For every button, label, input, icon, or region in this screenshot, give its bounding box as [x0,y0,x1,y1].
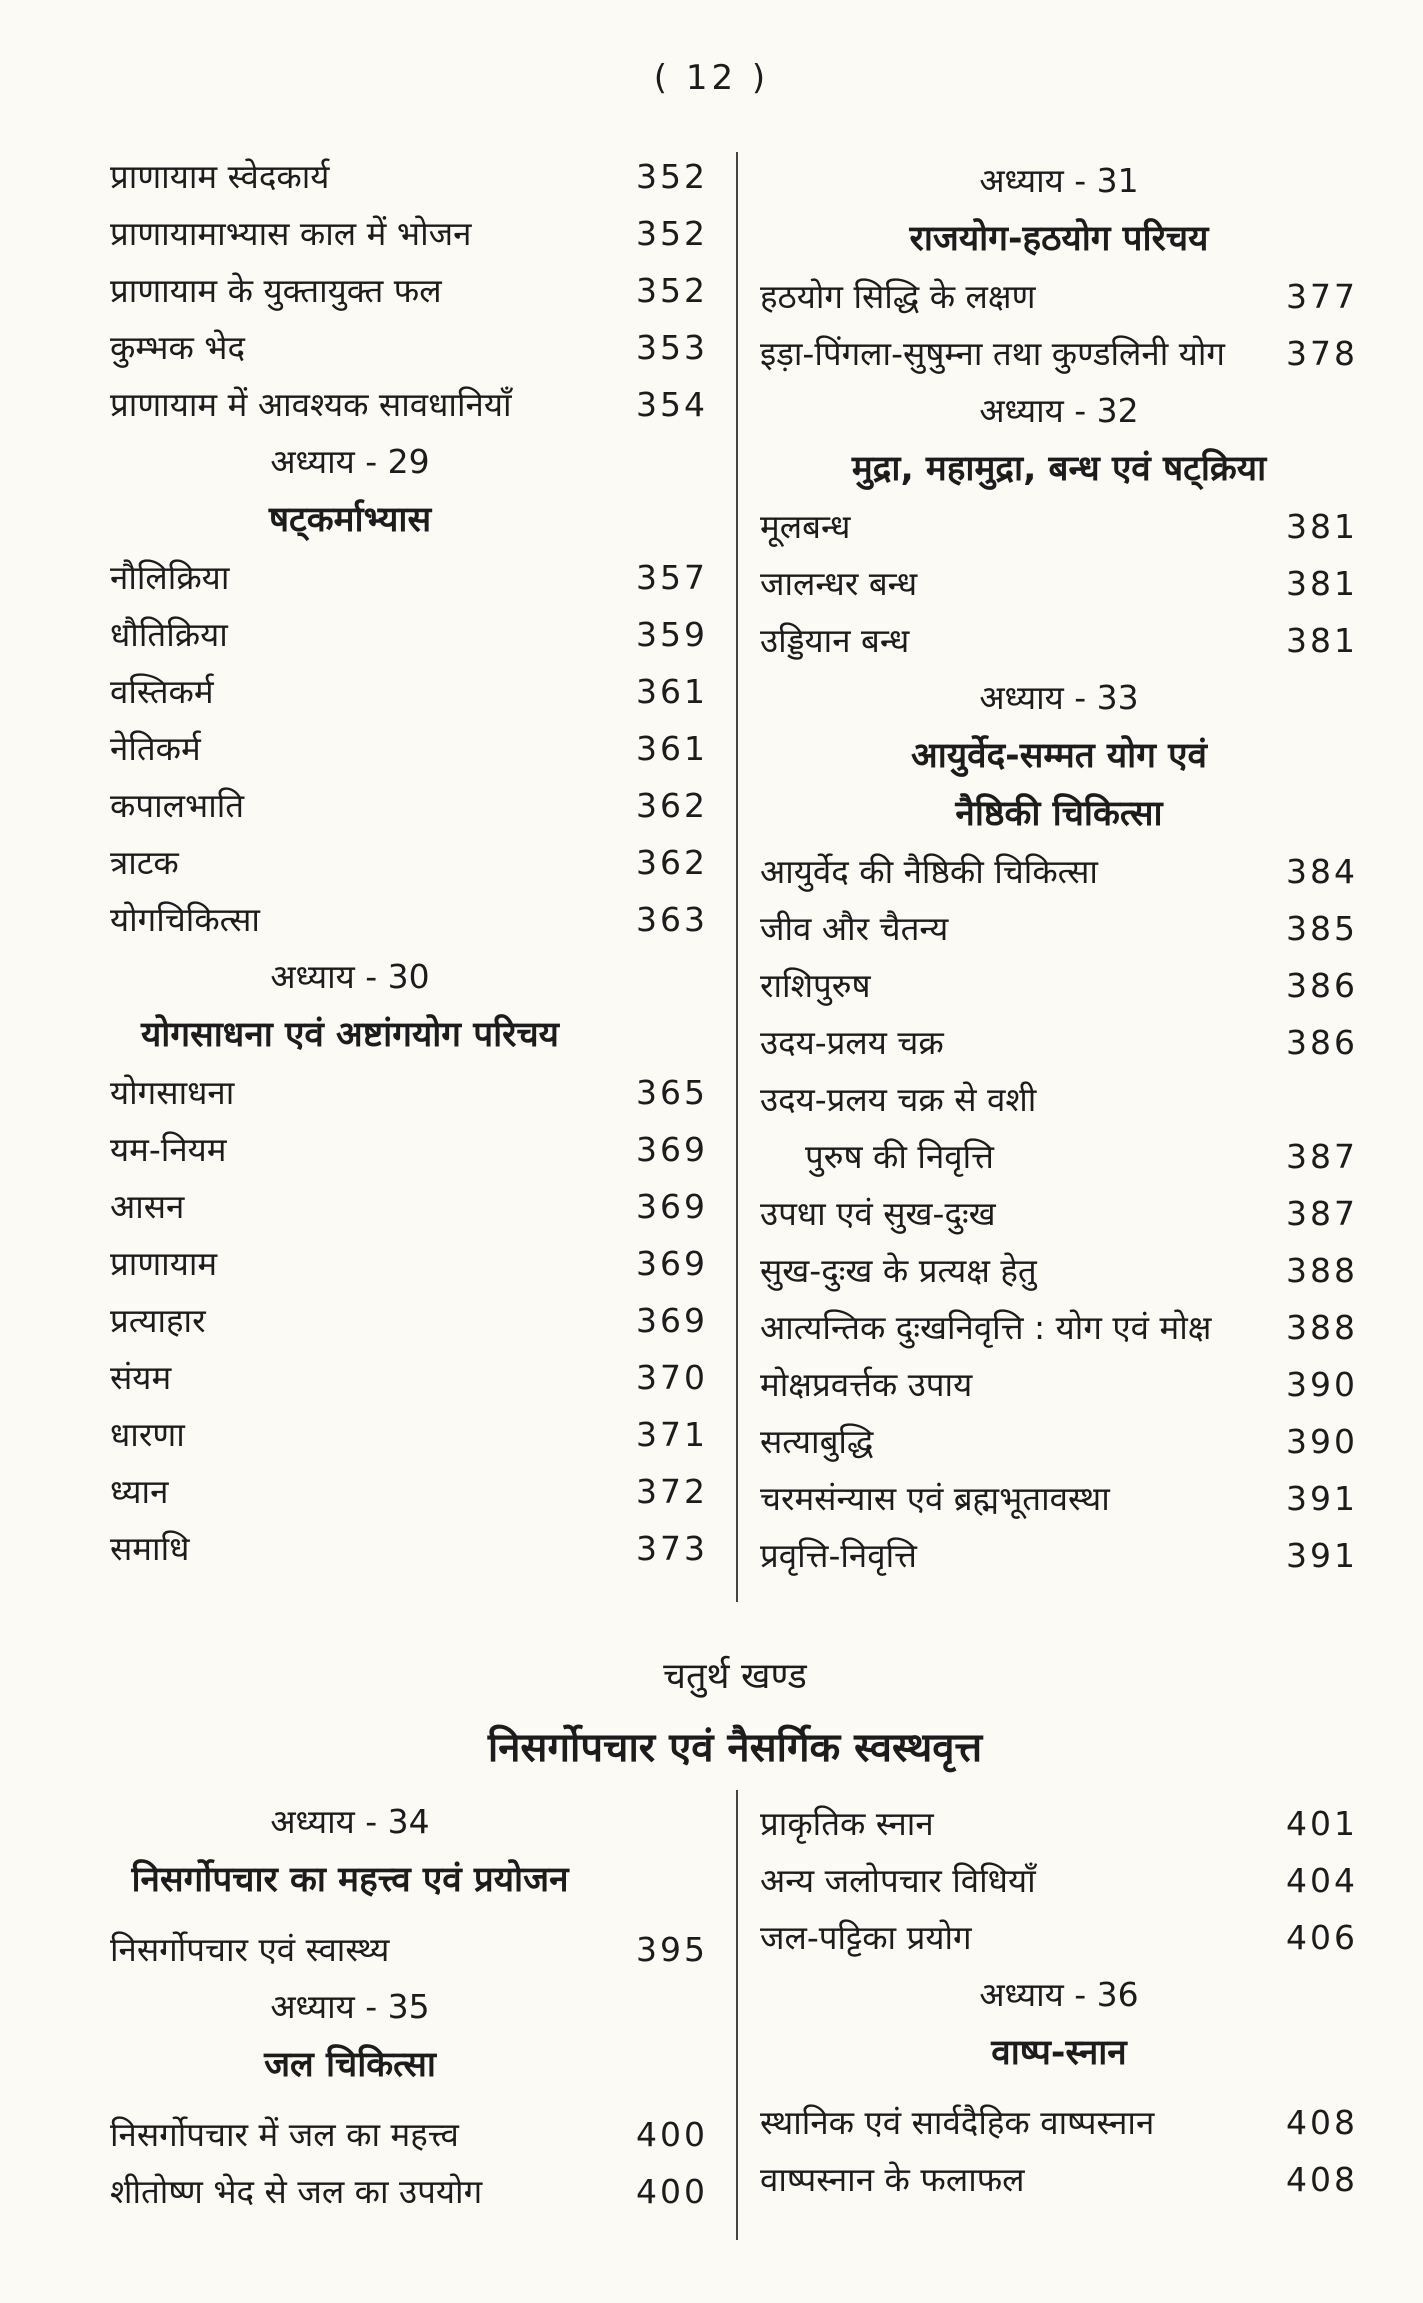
toc-entry [110,262,708,319]
toc-entry [110,1121,708,1178]
toc-entry [760,2151,1358,2208]
entry-page-number: 361 [636,672,708,711]
entry-page-number: 370 [636,1358,708,1397]
entry-page-number: 362 [636,786,708,825]
entry-page-number: 391 [1286,1479,1358,1518]
chapter-heading: निसर्गोपचार का महत्त्व एवं प्रयोजन [131,1860,569,1900]
entry-title: अन्य जलोपचार विधियाँ [760,1861,1036,1900]
toc-entry [760,1470,1358,1527]
entry-title: कपालभाति [110,786,245,825]
chapter-heading: जल चिकित्सा [264,2045,436,2085]
entry-page-number: 369 [636,1130,708,1169]
entry-title: प्रत्याहार [110,1301,206,1340]
toc-entry [110,1064,708,1121]
toc-entry [110,148,708,205]
entries-group [110,148,708,433]
toc-entry [760,1527,1358,1584]
entry-title: प्राणायाम में आवश्यक सावधानियाँ [110,385,512,424]
entry-page-number: 378 [1286,334,1358,373]
toc-entry [110,663,708,720]
entry-page-number: 352 [636,214,708,253]
entry-title: आयुर्वेद की नैष्ठिकी चिकित्सा [760,852,1098,891]
entry-title: हठयोग सिद्धि के लक्षण [760,277,1036,316]
entry-page-number: 361 [636,729,708,768]
toc-entry [110,205,708,262]
toc-entry [110,376,708,433]
chapter-heading: षट्कर्माभ्यास [268,500,432,540]
entry-page-number: 363 [636,900,708,939]
entry-title: योगचिकित्सा [110,900,260,939]
entry-title: जल-पट्टिका प्रयोग [760,1918,972,1957]
entry-page-number: 388 [1286,1308,1358,1347]
toc-entry [110,606,708,663]
toc-entry [760,1071,1358,1128]
entry-title: उदय-प्रलय चक्र से वशी [760,1080,1037,1119]
top-right-column [760,152,1358,1584]
entry-page-number: 408 [1286,2103,1358,2142]
entry-page-number: 369 [636,1244,708,1283]
chapter-label: अध्याय - 32 [979,391,1139,430]
toc-entry [110,1921,708,1978]
entry-title: वाष्पस्नान के फलाफल [760,2160,1025,2199]
toc-entry [760,268,1358,325]
bottom-left-column [110,1793,708,2220]
toc-entry [110,834,708,891]
entry-page-number: 353 [636,328,708,367]
part-heading: निसर्गोपचार एवं नैसर्गिक स्वस्थवृत्त [487,1725,983,1771]
toc-entry [110,891,708,948]
chapter-label: अध्याय - 30 [270,957,430,996]
entry-page-number: 377 [1286,277,1358,316]
entry-page-number: 387 [1286,1137,1358,1176]
entry-title: धौतिक्रिया [110,615,228,654]
chapter-label: अध्याय - 29 [270,442,430,481]
bottom-right-column [760,1795,1358,2208]
toc-entry [760,1852,1358,1909]
entry-page-number: 352 [636,271,708,310]
entry-title: उड्डियान बन्ध [760,621,910,660]
chapter-heading: मुद्रा, महामुद्रा, बन्ध एवं षट्क्रिया [851,449,1267,489]
entry-title: कुम्भक भेद [110,328,245,367]
entry-title: मोक्षप्रवर्त्तक उपाय [760,1365,973,1404]
entry-title: सुख-दुःख के प्रत्यक्ष हेतु [760,1251,1037,1290]
entry-page-number: 362 [636,843,708,882]
entry-title: नेतिकर्म [110,729,201,768]
entries-group [760,1795,1358,1966]
entries-group [760,268,1358,382]
chapter-heading: योगसाधना एवं अष्टांगयोग परिचय [141,1015,559,1055]
entry-page-number: 386 [1286,966,1358,1005]
toc-entry [760,843,1358,900]
entry-page-number: 381 [1286,507,1358,546]
chapter-label: अध्याय - 35 [270,1987,430,2026]
toc-entry [760,1909,1358,1966]
entry-title: आत्यन्तिक दुःखनिवृत्ति : योग एवं मोक्ष [760,1308,1212,1347]
entry-title: पुरुष की निवृत्ति [805,1137,994,1176]
toc-entry [760,1356,1358,1413]
entry-title: योगसाधना [110,1073,235,1112]
entry-page-number: 395 [636,1930,708,1969]
entry-page-number: 406 [1286,1918,1358,1957]
toc-entry [110,549,708,606]
toc-entry [110,1349,708,1406]
toc-entry [760,498,1358,555]
entry-title: प्राणायाम स्वेदकार्य [110,157,330,196]
toc-entry [760,1242,1358,1299]
toc-entry [110,1178,708,1235]
entries-group [760,843,1358,1584]
entry-title: प्राणायामाभ्यास काल में भोजन [110,214,472,253]
entry-page-number: 359 [636,615,708,654]
toc-entry [760,2094,1358,2151]
entries-group [760,498,1358,669]
entry-title: चरमसंन्यास एवं ब्रह्मभूतावस्था [760,1479,1110,1518]
entry-title: त्राटक [110,843,179,882]
toc-entry [760,1185,1358,1242]
entry-page-number: 354 [636,385,708,424]
toc-entry [110,319,708,376]
entry-title: आसन [110,1187,185,1226]
entries-group [110,2106,708,2220]
entry-page-number: 381 [1286,621,1358,660]
entry-page-number: 401 [1286,1804,1358,1843]
entry-title: धारणा [110,1415,185,1454]
entry-title: उपधा एवं सुख-दुःख [760,1194,996,1233]
entry-title: निसर्गोपचार में जल का महत्त्व [110,2115,459,2154]
toc-entry [110,1406,708,1463]
page-number: ( 12 ) [653,58,770,98]
entry-page-number: 352 [636,157,708,196]
toc-entry [110,1463,708,1520]
entries-group [110,1064,708,1577]
entry-title: सत्याबुद्धि [760,1422,874,1461]
entry-page-number: 365 [636,1073,708,1112]
entry-title: जीव और चैतन्य [760,909,949,948]
entry-page-number: 390 [1286,1422,1358,1461]
entry-page-number: 388 [1286,1251,1358,1290]
entries-group [760,2094,1358,2208]
entry-title: यम-नियम [110,1130,227,1169]
entry-title: राशिपुरुष [760,966,871,1005]
entry-title: मूलबन्ध [760,507,851,546]
entry-page-number: 373 [636,1529,708,1568]
toc-entry [110,720,708,777]
toc-entry [760,555,1358,612]
entry-page-number: 357 [636,558,708,597]
chapter-label: अध्याय - 31 [979,161,1139,200]
toc-entry [760,1795,1358,1852]
column-divider-top [736,152,738,1602]
entry-page-number: 381 [1286,564,1358,603]
toc-entry [760,325,1358,382]
entry-page-number: 369 [636,1301,708,1340]
chapter-heading: वाष्प-स्नान [991,2033,1127,2073]
entry-title: वस्तिकर्म [110,672,214,711]
entry-title: प्राकृतिक स्नान [760,1804,934,1843]
toc-entry [760,957,1358,1014]
entry-title: निसर्गोपचार एवं स्वास्थ्य [110,1930,390,1969]
chapter-label: अध्याय - 36 [979,1975,1139,2014]
toc-entry [760,900,1358,957]
chapter-heading: राजयोग-हठयोग परिचय [909,219,1209,259]
entry-page-number: 391 [1286,1536,1358,1575]
entry-title: स्थानिक एवं सार्वदैहिक वाष्पस्नान [760,2103,1155,2142]
entry-title: प्राणायाम के युक्तायुक्त फल [110,271,442,310]
toc-entry [760,1128,1358,1185]
toc-entry [110,1292,708,1349]
toc-entry [110,1235,708,1292]
part-label: चतुर्थ खण्ड [663,1656,807,1697]
toc-entry [110,777,708,834]
column-divider-bottom [736,1790,738,2240]
chapter-heading: आयुर्वेद-सम्मत योग एवं [911,736,1207,776]
entry-page-number: 390 [1286,1365,1358,1404]
entry-page-number: 386 [1286,1023,1358,1062]
entry-page-number: 372 [636,1472,708,1511]
toc-entry [760,612,1358,669]
entry-title: ध्यान [110,1472,169,1511]
entry-title: प्रवृत्ति-निवृत्ति [760,1536,917,1575]
chapter-label: अध्याय - 33 [979,678,1139,717]
toc-entry [760,1413,1358,1470]
entry-page-number: 400 [636,2115,708,2154]
toc-entry [760,1014,1358,1071]
chapter-label: अध्याय - 34 [270,1802,430,1841]
entry-page-number: 387 [1286,1194,1358,1233]
entries-group [110,1921,708,1978]
entry-title: उदय-प्रलय चक्र [760,1023,944,1062]
toc-entry [110,2106,708,2163]
entry-page-number: 385 [1286,909,1358,948]
entry-title: शीतोष्ण भेद से जल का उपयोग [110,2172,483,2211]
entry-page-number: 400 [636,2172,708,2211]
entry-title: इड़ा-पिंगला-सुषुम्ना तथा कुण्डलिनी योग [760,334,1226,373]
entry-page-number: 404 [1286,1861,1358,1900]
chapter-heading: नैष्ठिकी चिकित्सा [955,794,1163,834]
toc-entry [110,1520,708,1577]
entry-title: जालन्धर बन्ध [760,564,918,603]
entry-page-number: 369 [636,1187,708,1226]
entry-title: प्राणायाम [110,1244,218,1283]
entry-page-number: 384 [1286,852,1358,891]
entry-title: समाधि [110,1529,190,1568]
top-left-column [110,148,708,1577]
entry-title: संयम [110,1358,172,1397]
entry-page-number: 408 [1286,2160,1358,2199]
entries-group [110,549,708,948]
toc-entry [760,1299,1358,1356]
toc-entry [110,2163,708,2220]
entry-page-number: 371 [636,1415,708,1454]
entry-title: नौलिक्रिया [110,558,230,597]
